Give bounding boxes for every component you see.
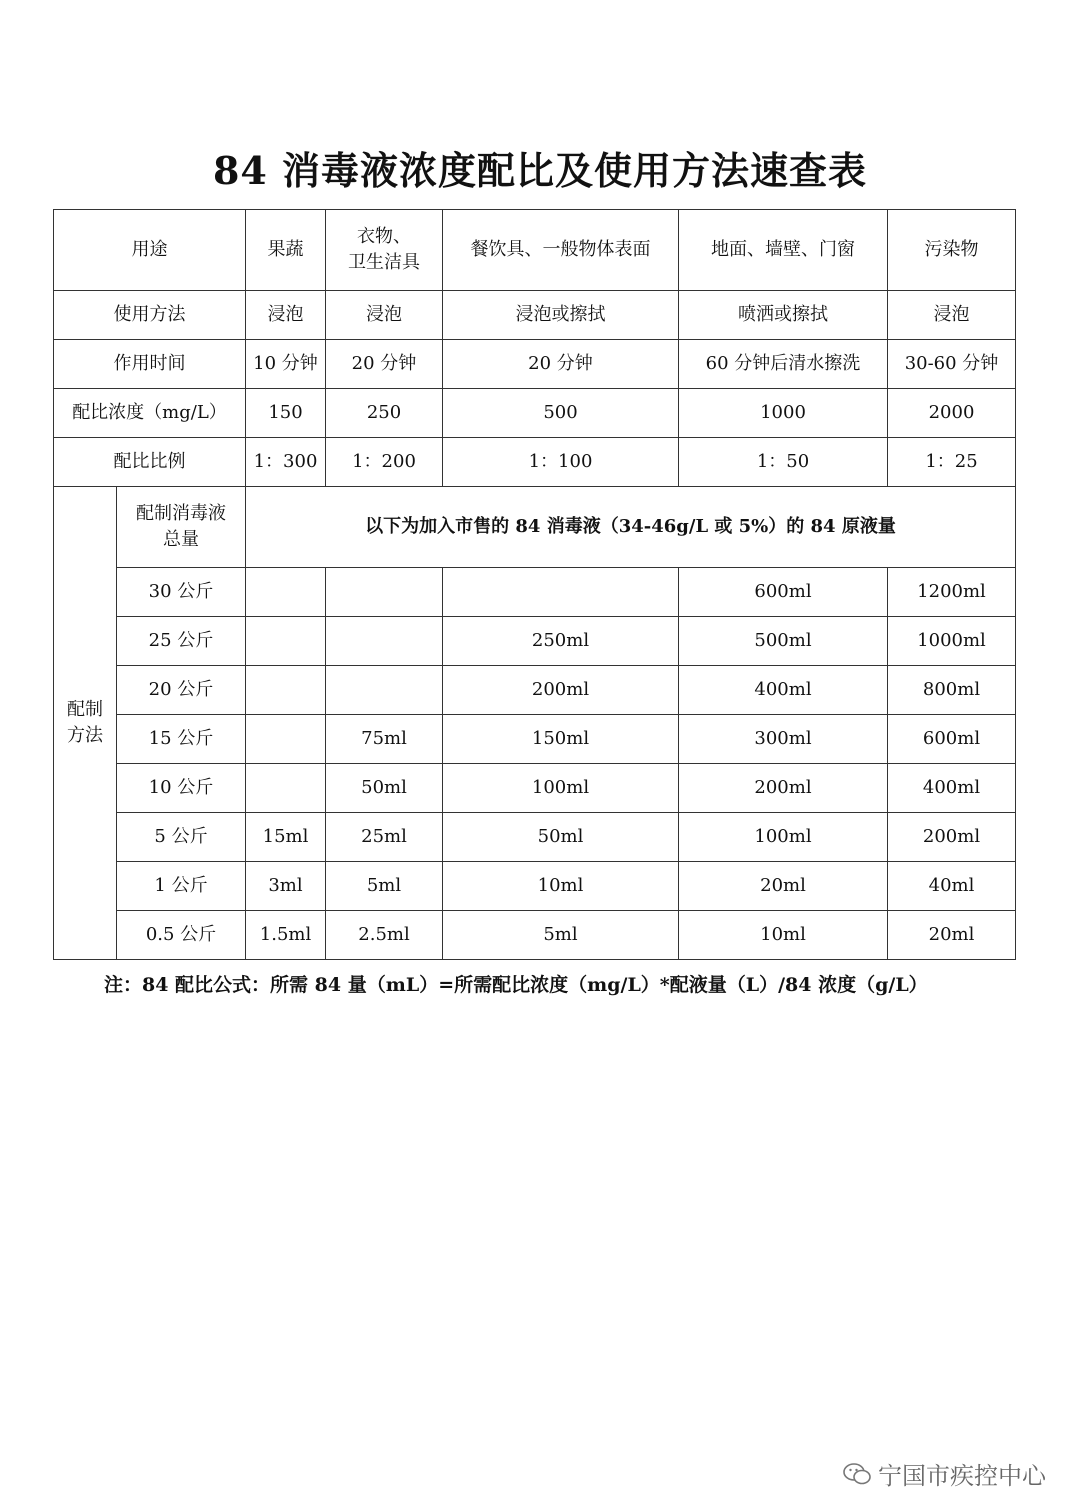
value-cell: 1：50 (679, 438, 888, 487)
prep-row (54, 568, 1016, 617)
prep-row (54, 862, 1016, 911)
watermark (842, 1456, 1046, 1491)
prep-amount-cell: 10 公斤 (117, 764, 246, 813)
info-row (54, 291, 1016, 340)
prep-value-cell (326, 568, 443, 617)
prep-value-cell: 20ml (679, 862, 888, 911)
value-cell: 10 分钟 (246, 340, 326, 389)
prep-value-cell: 10ml (443, 862, 679, 911)
prep-value-cell: 100ml (443, 764, 679, 813)
row-label-cell: 配比比例 (54, 438, 246, 487)
value-cell: 1：200 (326, 438, 443, 487)
prep-value-cell: 75ml (326, 715, 443, 764)
prep-value-cell: 100ml (679, 813, 888, 862)
prep-value-cell: 50ml (326, 764, 443, 813)
value-cell: 250 (326, 389, 443, 438)
prep-value-cell: 150ml (443, 715, 679, 764)
prep-value-cell: 200ml (679, 764, 888, 813)
prep-row (54, 813, 1016, 862)
header-row (54, 210, 1016, 291)
prep-value-cell: 3ml (246, 862, 326, 911)
header-label-cell: 用途 (54, 210, 246, 291)
prep-value-cell: 50ml (443, 813, 679, 862)
header-cell: 果蔬 (246, 210, 326, 291)
value-cell: 500 (443, 389, 679, 438)
watermark-text: 宁国市疾控中心 (878, 1462, 1046, 1490)
value-cell: 浸泡 (246, 291, 326, 340)
value-cell: 1：100 (443, 438, 679, 487)
prep-row (54, 666, 1016, 715)
value-cell: 浸泡 (326, 291, 443, 340)
value-cell: 2000 (888, 389, 1016, 438)
wechat-icon (842, 1461, 872, 1487)
value-cell: 150 (246, 389, 326, 438)
prep-header-row (54, 487, 1016, 568)
prep-amount-cell: 30 公斤 (117, 568, 246, 617)
prep-row (54, 715, 1016, 764)
header-cell: 衣物、 卫生洁具 (326, 210, 443, 291)
prep-value-cell: 400ml (888, 764, 1016, 813)
prep-value-cell (246, 666, 326, 715)
value-cell: 1：300 (246, 438, 326, 487)
prep-value-cell (443, 568, 679, 617)
prep-total-label-cell: 配制消毒液 总量 (117, 487, 246, 568)
prep-row (54, 617, 1016, 666)
prep-value-cell: 5ml (443, 911, 679, 960)
prep-row (54, 764, 1016, 813)
prep-value-cell (246, 715, 326, 764)
prep-amount-cell: 5 公斤 (117, 813, 246, 862)
prep-value-cell (326, 666, 443, 715)
info-row (54, 389, 1016, 438)
row-label-cell: 作用时间 (54, 340, 246, 389)
prep-value-cell: 1200ml (888, 568, 1016, 617)
prep-amount-cell: 0.5 公斤 (117, 911, 246, 960)
prep-value-cell: 300ml (679, 715, 888, 764)
disinfectant-table (53, 209, 1016, 960)
value-cell: 1000 (679, 389, 888, 438)
prep-value-cell: 600ml (679, 568, 888, 617)
prep-value-cell: 15ml (246, 813, 326, 862)
value-cell: 20 分钟 (326, 340, 443, 389)
prep-value-cell: 25ml (326, 813, 443, 862)
prep-value-cell: 1000ml (888, 617, 1016, 666)
prep-value-cell (326, 617, 443, 666)
row-label-cell: 配比浓度（mg/L） (54, 389, 246, 438)
value-cell: 喷洒或擦拭 (679, 291, 888, 340)
prep-group-label-cell: 配制 方法 (54, 487, 117, 960)
prep-value-cell: 2.5ml (326, 911, 443, 960)
value-cell: 20 分钟 (443, 340, 679, 389)
info-row (54, 438, 1016, 487)
prep-amount-cell: 1 公斤 (117, 862, 246, 911)
prep-amount-cell: 20 公斤 (117, 666, 246, 715)
prep-amount-cell: 15 公斤 (117, 715, 246, 764)
formula-note: 注：84 配比公式：所需 84 量（mL）=所需配比浓度（mg/L）*配液量（L）/84 浓度（g/L） (104, 974, 928, 996)
row-label-cell: 使用方法 (54, 291, 246, 340)
info-row (54, 340, 1016, 389)
prep-row (54, 911, 1016, 960)
value-cell: 浸泡 (888, 291, 1016, 340)
prep-value-cell: 400ml (679, 666, 888, 715)
prep-value-cell: 500ml (679, 617, 888, 666)
prep-value-cell (246, 568, 326, 617)
value-cell: 30-60 分钟 (888, 340, 1016, 389)
prep-value-cell: 600ml (888, 715, 1016, 764)
prep-value-cell: 1.5ml (246, 911, 326, 960)
value-cell: 1：25 (888, 438, 1016, 487)
prep-value-cell: 250ml (443, 617, 679, 666)
prep-value-cell: 40ml (888, 862, 1016, 911)
value-cell: 浸泡或擦拭 (443, 291, 679, 340)
prep-value-cell: 5ml (326, 862, 443, 911)
header-cell: 地面、墙壁、门窗 (679, 210, 888, 291)
prep-value-cell: 20ml (888, 911, 1016, 960)
page-title: 84 消毒液浓度配比及使用方法速查表 (212, 148, 868, 193)
prep-value-cell (246, 764, 326, 813)
prep-value-cell: 200ml (443, 666, 679, 715)
header-cell: 餐饮具、一般物体表面 (443, 210, 679, 291)
prep-value-cell: 200ml (888, 813, 1016, 862)
prep-amount-cell: 25 公斤 (117, 617, 246, 666)
header-cell: 污染物 (888, 210, 1016, 291)
prep-value-cell: 800ml (888, 666, 1016, 715)
prep-value-cell: 10ml (679, 911, 888, 960)
prep-value-cell (246, 617, 326, 666)
prep-banner-cell: 以下为加入市售的 84 消毒液（34-46g/L 或 5%）的 84 原液量 (246, 487, 1016, 568)
value-cell: 60 分钟后清水擦洗 (679, 340, 888, 389)
